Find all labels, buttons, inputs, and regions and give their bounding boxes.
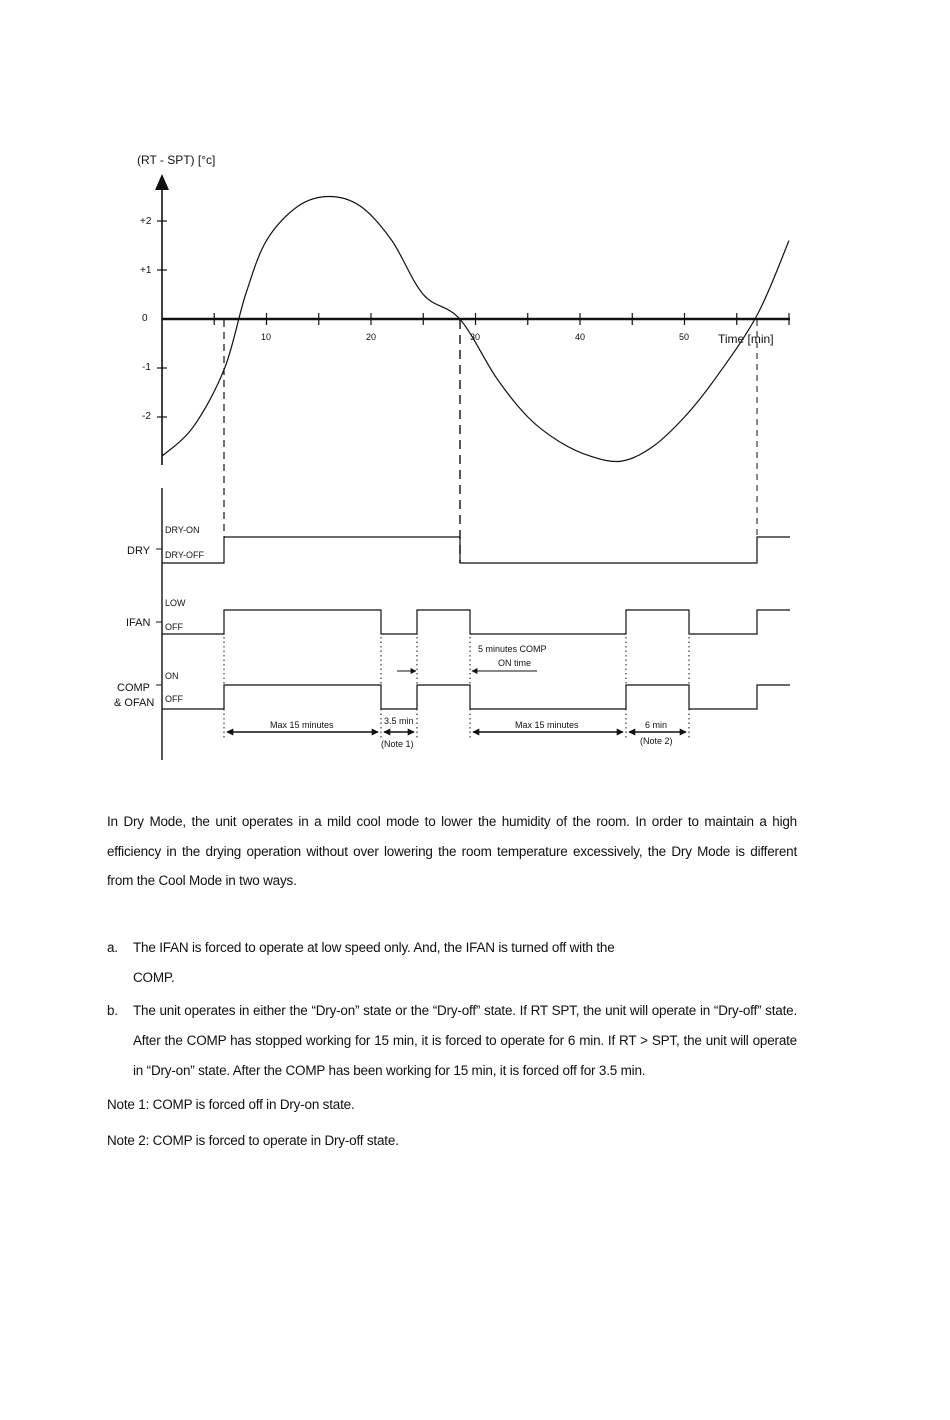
dry-signal-name: DRY — [127, 545, 151, 557]
duration-note: (Note 1) — [381, 739, 414, 749]
ifan-waveform — [162, 610, 790, 634]
dry-waveform — [162, 537, 790, 563]
comp-waveform — [162, 685, 790, 709]
comp-on-time-annotation-line2: ON time — [498, 658, 532, 668]
comp-off-label: OFF — [165, 694, 183, 704]
intro-paragraph: In Dry Mode, the unit operates in a mild cool mode to lower the humidity of the room. In order to maintain a high efficiency in the drying operation without over lowering the room temperature excessively, the Dry Mode is different from the Cool Mode in two ways. — [107, 814, 797, 888]
comp-signal-name-line2: & OFAN — [114, 697, 155, 709]
duration-note: (Note 2) — [640, 736, 673, 746]
ifan-signal-name: IFAN — [126, 617, 151, 629]
x-tick-label: 50 — [679, 332, 690, 342]
y-tick-label: 0 — [142, 313, 148, 324]
y-tick-label: -2 — [142, 411, 151, 422]
x-tick-label: 30 — [470, 332, 481, 342]
item-a-text: The IFAN is forced to operate at low speed only. And, the IFAN is turned off with the — [133, 940, 615, 955]
note-1: Note 1: COMP is forced off in Dry-on state. — [107, 1097, 355, 1112]
temperature-difference-curve — [162, 197, 789, 462]
x-tick-label: 10 — [261, 332, 272, 342]
duration-label: Max 15 minutes — [270, 720, 334, 730]
comp-signal-name: COMP — [117, 682, 150, 694]
dry-off-label: DRY-OFF — [165, 550, 205, 560]
duration-label: Max 15 minutes — [515, 720, 579, 730]
note-2: Note 2: COMP is forced to operate in Dry-off state. — [107, 1133, 399, 1148]
item-a-text-line2: COMP. — [133, 969, 175, 985]
x-axis-label: Time [min] — [718, 332, 774, 346]
list-item — [107, 933, 797, 992]
comp-on-time-annotation: 5 minutes COMP — [478, 644, 547, 654]
dry-on-label: DRY-ON — [165, 525, 200, 535]
dotted-guides — [224, 610, 689, 738]
list-marker: a. — [107, 940, 118, 955]
y-axis-arrow-icon — [155, 174, 169, 190]
y-tick-label: +2 — [140, 216, 152, 227]
y-axis-label: (RT - SPT) [°c] — [137, 153, 216, 167]
x-tick-label: 20 — [366, 332, 377, 342]
list-item — [107, 996, 797, 1086]
y-tick-label: -1 — [142, 362, 151, 373]
ifan-off-label: OFF — [165, 622, 183, 632]
duration-label: 3.5 min — [384, 716, 414, 726]
ifan-low-label: LOW — [165, 598, 186, 608]
x-tick-label: 40 — [575, 332, 586, 342]
y-tick-label: +1 — [140, 265, 152, 276]
list-marker: b. — [107, 1003, 118, 1018]
item-b-text: The unit operates in either the “Dry-on” state or the “Dry-off” state. If RT SPT, the unit will operate in “Dry-off” state. After the COMP has stopped working for 15 min, it is forced to operate for 6 min. If RT > SPT, the unit will operate in “Dry-on” state. After the COMP has been working for 15 min, it is forced off for 3.5 min. — [133, 1003, 797, 1078]
conditions-list — [107, 933, 797, 1158]
duration-label: 6 min — [645, 720, 668, 730]
comp-on-label: ON — [165, 671, 179, 681]
